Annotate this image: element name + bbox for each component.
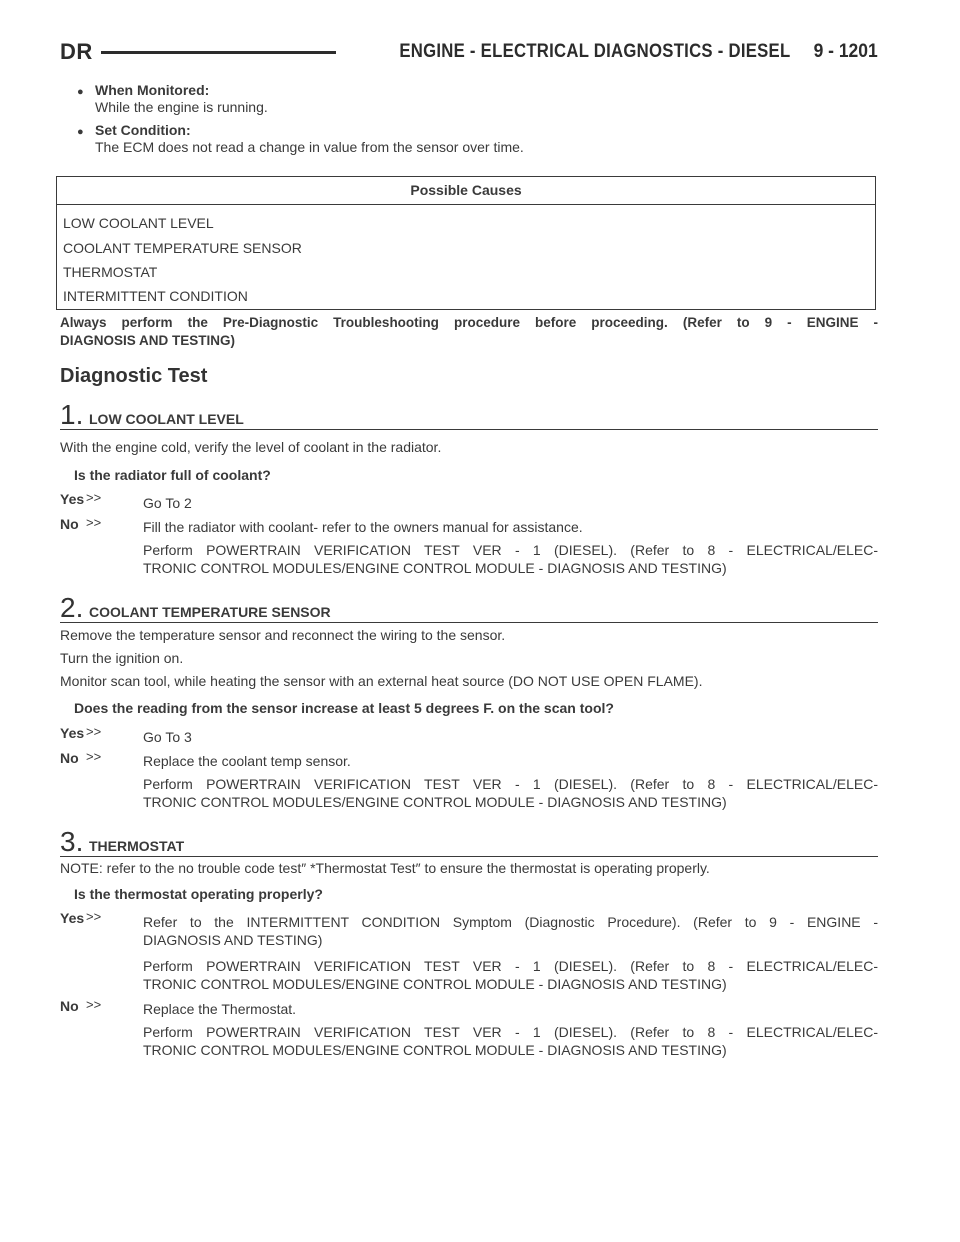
step-2-no-action: Replace the coolant temp sensor. (143, 753, 351, 769)
step-3-no-verify-line1: Perform POWERTRAIN VERIFICATION TEST VER - 1 (DIESEL). (Refer to 8 - ELECTRICAL/ELEC- (143, 1024, 878, 1040)
yes-label: Yes (60, 725, 85, 741)
step-2-yes-action: Go To 3 (143, 729, 192, 745)
bullet-icon: ● (77, 126, 84, 138)
arrow-icon: >> (86, 515, 102, 530)
bullet-label-set-condition: Set Condition: (95, 122, 191, 138)
step-2-instruction: Remove the temperature sensor and reconnect the wiring to the sensor. (60, 627, 506, 643)
header-rule (101, 51, 336, 54)
arrow-icon: >> (86, 724, 102, 739)
step-number: 2. (60, 592, 84, 623)
arrow-icon: >> (86, 490, 102, 505)
step-3-yes-action-line1: Refer to the INTERMITTENT CONDITION Symptom (Diagnostic Procedure). (Refer to 9 - ENGINE - (143, 914, 878, 930)
no-label: No (60, 750, 79, 766)
header-title: ENGINE - ELECTRICAL DIAGNOSTICS - DIESEL (399, 41, 791, 62)
bullet-icon: ● (77, 86, 84, 98)
step-title: THERMOSTAT (89, 838, 185, 854)
page-header (60, 38, 878, 66)
pre-diagnostic-note-line2: DIAGNOSIS AND TESTING) (60, 333, 236, 348)
step-3-question: Is the thermostat operating properly? (74, 886, 323, 902)
step-3-heading (60, 824, 878, 857)
step-3-yes-verify-line1: Perform POWERTRAIN VERIFICATION TEST VER - 1 (DIESEL). (Refer to 8 - ELECTRICAL/ELEC- (143, 958, 878, 974)
step-number: 3. (60, 826, 84, 857)
cause-item: INTERMITTENT CONDITION (63, 288, 248, 304)
no-label: No (60, 516, 79, 532)
step-1-question: Is the radiator full of coolant? (74, 467, 271, 483)
step-3-no-verify-line2: TRONIC CONTROL MODULES/ENGINE CONTROL MODULE - DIAGNOSIS AND TESTING) (143, 1042, 727, 1058)
yes-label: Yes (60, 491, 85, 507)
cause-item: COOLANT TEMPERATURE SENSOR (63, 240, 302, 256)
step-title: LOW COOLANT LEVEL (89, 411, 244, 427)
header-section-code: DR (60, 39, 93, 64)
step-1-no-verify-line2: TRONIC CONTROL MODULES/ENGINE CONTROL MODULE - DIAGNOSIS AND TESTING) (143, 560, 727, 576)
step-number: 1. (60, 399, 84, 430)
step-2-heading (60, 590, 878, 623)
step-3-yes-action-line2: DIAGNOSIS AND TESTING) (143, 932, 323, 948)
step-1-yes-action: Go To 2 (143, 495, 192, 511)
step-title: COOLANT TEMPERATURE SENSOR (89, 604, 331, 620)
step-1-no-action: Fill the radiator with coolant- refer to the owners manual for assistance. (143, 519, 583, 535)
step-2-no-verify-line2: TRONIC CONTROL MODULES/ENGINE CONTROL MODULE - DIAGNOSIS AND TESTING) (143, 794, 727, 810)
yes-label: Yes (60, 910, 85, 926)
step-1-instruction: With the engine cold, verify the level of coolant in the radiator. (60, 439, 442, 455)
arrow-icon: >> (86, 997, 102, 1012)
pre-diagnostic-note-line1: Always perform the Pre-Diagnostic Troubleshooting procedure before proceeding. (Refer to 9 - ENGINE - (60, 315, 878, 330)
bullet-label-monitored: When Monitored: (95, 82, 210, 98)
possible-causes-table (56, 176, 876, 310)
step-2-no-verify-line1: Perform POWERTRAIN VERIFICATION TEST VER - 1 (DIESEL). (Refer to 8 - ELECTRICAL/ELEC- (143, 776, 878, 792)
arrow-icon: >> (86, 909, 102, 924)
step-2-question: Does the reading from the sensor increase at least 5 degrees F. on the scan tool? (74, 700, 614, 716)
step-3-instruction: NOTE: refer to the no trouble code test″ *Thermostat Test″ to ensure the thermostat is operating properly. (60, 860, 710, 876)
cause-item: LOW COOLANT LEVEL (63, 215, 214, 231)
bullet-text-monitored: While the engine is running. (95, 99, 268, 115)
bullet-text-set-condition: The ECM does not read a change in value from the sensor over time. (95, 139, 524, 155)
step-1-no-verify-line1: Perform POWERTRAIN VERIFICATION TEST VER - 1 (DIESEL). (Refer to 8 - ELECTRICAL/ELEC- (143, 542, 878, 558)
step-2-instruction: Monitor scan tool, while heating the sensor with an external heat source (DO NOT USE OPEN FLAME). (60, 673, 703, 689)
step-3-yes-verify-line2: TRONIC CONTROL MODULES/ENGINE CONTROL MODULE - DIAGNOSIS AND TESTING) (143, 976, 727, 992)
page-number: 9 - 1201 (813, 41, 878, 62)
possible-causes-header: Possible Causes (57, 177, 875, 205)
cause-item: THERMOSTAT (63, 264, 158, 280)
arrow-icon: >> (86, 749, 102, 764)
no-label: No (60, 998, 79, 1014)
diagnostic-test-heading: Diagnostic Test (60, 365, 208, 387)
step-2-instruction: Turn the ignition on. (60, 650, 184, 666)
step-3-no-action: Replace the Thermostat. (143, 1001, 297, 1017)
step-1-heading (60, 397, 878, 430)
